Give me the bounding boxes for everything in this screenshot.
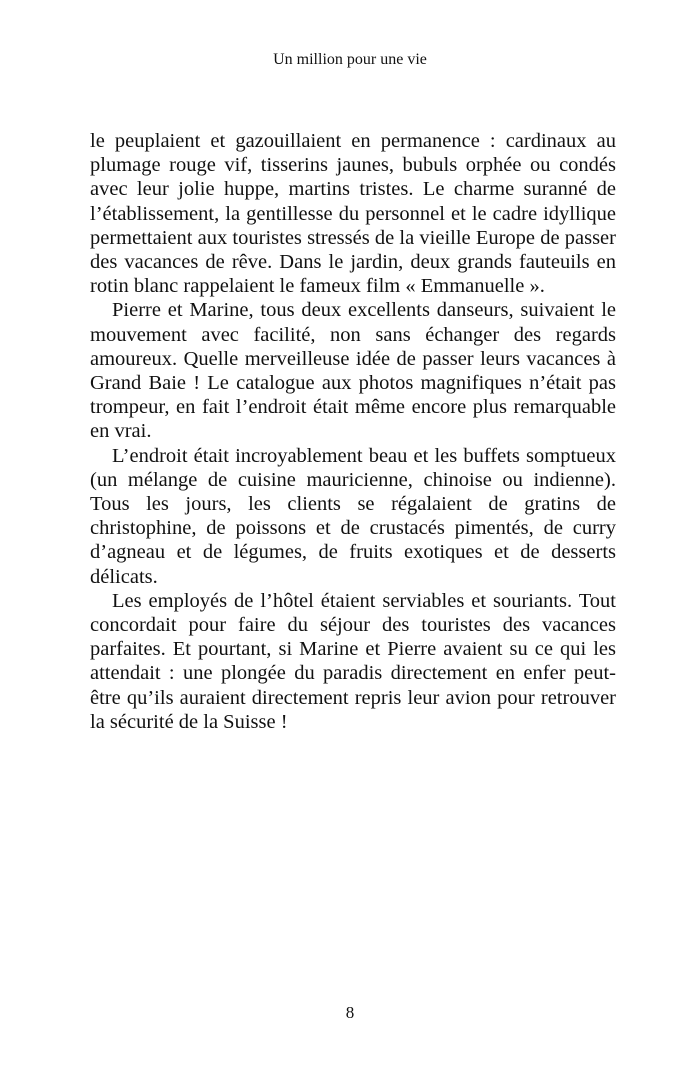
body-text [90, 129, 616, 734]
paragraph-3: L’endroit était incroyablement beau et les buffets somptueux (un mélange de cuisine mauricienne, chinoise ou indienne). Tous les jours, les clients se régalaient de gratins de christophine, de poissons et de crustacés pimentés, de curry d’agneau et de légumes, de fruits exotiques et de desserts délicats. [90, 444, 616, 588]
paragraph-2: Pierre et Marine, tous deux excellents danseurs, suivaient le mouvement avec facilité, non sans échanger des regards amoureux. Quelle merveilleuse idée de passer leurs vacances à Grand Baie ! Le catalogue aux photos magnifiques n’était pas trompeur, en fait l’endroit était même encore plus remarquable en vrai. [90, 299, 616, 443]
paragraph-1: le peuplaient et gazouillaient en permanence : cardinaux au plumage rouge vif, tisserins jaunes, bubuls orphée ou condés avec leur jolie huppe, martins tristes. Le charme suranné de l’établissement, la gentillesse du personnel et le cadre idyllique permettaient aux touristes stressés de la vieille Europe de passer des vacances de rêve. Dans le jardin, deux grands fauteuils en rotin blanc rappelaient le fameux film « Emmanuelle ». [90, 130, 616, 298]
paragraph-4: Les employés de l’hôtel étaient serviables et souriants. Tout concordait pour faire du séjour des touristes des vacances parfaites. Et pourtant, si Marine et Pierre avaient su ce qui les attendait : une plongée du paradis directement en enfer peut-être qu’ils auraient directement repris leur avion pour retrouver la sécurité de la Suisse ! [90, 589, 616, 733]
running-header: Un million pour une vie [273, 51, 427, 68]
page-number: 8 [345, 1003, 355, 1022]
